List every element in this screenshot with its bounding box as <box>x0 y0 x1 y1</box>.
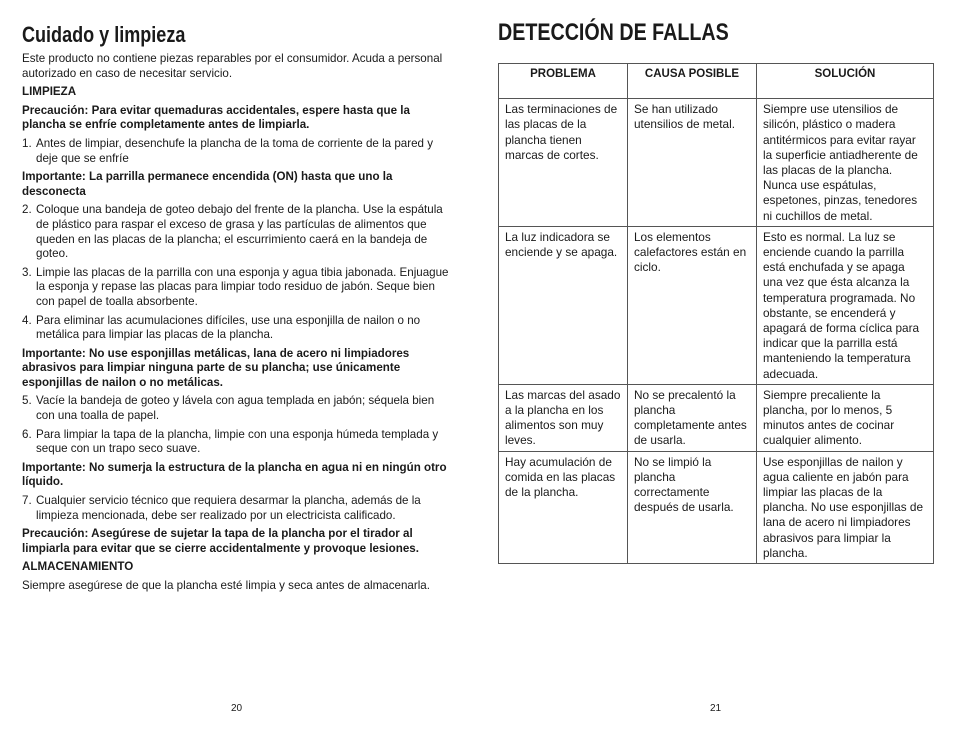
precaution-2: Precaución: Asegúrese de sujetar la tapa de la plancha por el tirador al limpiarla para evitar que se cierre accidentalmente y provoque lesiones. <box>22 527 419 555</box>
troubleshooting-table <box>498 63 934 564</box>
almacenamiento-heading: ALMACENAMIENTO <box>22 560 134 574</box>
header-causa: CAUSA POSIBLE <box>628 64 757 99</box>
important-3: Importante: No sumerja la estructura de la plancha en agua ni en ningún otro líquido. <box>22 460 447 489</box>
table-header-row <box>499 64 934 99</box>
cell-causa: Los elementos calefactores están en ciclo. <box>628 226 757 384</box>
cell-problema: Hay acumulación de comida en las placas de la plancha. <box>499 451 628 563</box>
cell-problema: La luz indicadora se enciende y se apaga. <box>499 226 628 384</box>
step-6-text: Para limpiar la tapa de la plancha, limpie con una esponja húmeda templada y seque con un trapo seco suave. <box>36 427 439 456</box>
cell-problema: Las marcas del asado a la plancha en los alimentos son muy leves. <box>499 384 628 451</box>
page-number-right: 21 <box>710 703 722 714</box>
table-row <box>499 384 934 451</box>
step-1-number: 1. <box>22 136 32 150</box>
header-solucion: SOLUCIÓN <box>757 64 934 99</box>
cell-causa: No se precalentó la plancha completamente antes de usarla. <box>628 384 757 451</box>
step-6-number: 6. <box>22 427 32 441</box>
step-6 <box>22 428 454 457</box>
step-7 <box>22 494 454 523</box>
step-5-number: 5. <box>22 394 32 408</box>
storage-paragraph: Siempre asegúrese de que la plancha esté limpia y seca antes de almacenarla. <box>22 579 430 592</box>
cell-solucion: Siempre use utensilios de silicón, plástico o madera antitérmicos para evitar rayar la superficie antiadherente de las placas de la plancha. Nunca use espátulas, espetones, pinzas, tenedores ni cuchillos de metal. <box>757 99 934 227</box>
step-3-text: Limpie las placas de la parrilla con una esponja y agua tibia jabonada. Enjuague la esponja y repase las placas para limpiar todo residuo de jabón. Seque bien con papel de toalla absorbente. <box>36 265 449 308</box>
important-1: Importante: La parrilla permanece encendida (ON) hasta que uno la desconecta <box>22 170 393 198</box>
step-1 <box>22 137 454 166</box>
table-row <box>499 226 934 384</box>
important-2: Importante: No use esponjillas metálicas, lana de acero ni limpiadores abrasivos para limpiar ninguna parte de su plancha; use únicamente esponjillas de nailon o no metálicas. <box>22 346 410 389</box>
intro-paragraph: Este producto no contiene piezas reparables por el consumidor. Acuda a personal autorizado en caso de necesitar servicio. <box>22 52 443 80</box>
step-1-text: Antes de limpiar, desenchufe la plancha de la toma de corriente de la pared y deje que se enfríe <box>36 136 434 165</box>
cell-problema: Las terminaciones de las placas de la plancha tienen marcas de cortes. <box>499 99 628 227</box>
step-3 <box>22 266 454 310</box>
step-2 <box>22 203 454 261</box>
cell-solucion: Esto es normal. La luz se enciende cuando la parrilla está enchufada y se apaga una vez que ésta alcanza la temperatura programada. No obstante, se encenderá y apagará de forma cíclica para indicar que la parrilla está manteniendo la temperatura adecuada. <box>757 226 934 384</box>
step-2-number: 2. <box>22 203 32 217</box>
cleaning-text <box>22 52 454 598</box>
step-4 <box>22 314 454 343</box>
header-problema: PROBLEMA <box>499 64 628 99</box>
step-2-text: Coloque una bandeja de goteo debajo del frente de la plancha. Use la espátula de plástico para raspar el exceso de grasa y las partículas de alimentos que queden en las placas de la plancha; el escurrimiento caerá en la bandeja de goteo. <box>36 203 443 261</box>
cell-solucion: Use esponjillas de nailon y agua caliente en jabón para limpiar las placas de la plancha. No use esponjillas de lana de acero ni limpiadores abrasivos para limpiar la plancha. <box>757 451 934 563</box>
page-title-cuidado: Cuidado y limpieza <box>22 22 186 47</box>
step-7-number: 7. <box>22 494 32 508</box>
step-3-number: 3. <box>22 265 32 279</box>
step-5-text: Vacíe la bandeja de goteo y lávela con agua templada en jabón; séquela bien con una toalla de papel. <box>36 394 435 423</box>
cell-causa: No se limpió la plancha correctamente después de usarla. <box>628 451 757 563</box>
precaution-1: Precaución: Para evitar quemaduras accidentales, espere hasta que la plancha se enfríe completamente antes de limpiarla. <box>22 103 410 132</box>
step-4-number: 4. <box>22 313 32 327</box>
cell-solucion: Siempre precaliente la plancha, por lo menos, 5 minutos antes de cocinar cualquier alimento. <box>757 384 934 451</box>
step-4-text: Para eliminar las acumulaciones difíciles, use una esponjilla de nailon o no metálica para limpiar las placas de la plancha. <box>36 313 421 342</box>
table-row <box>499 451 934 563</box>
step-7-text: Cualquier servicio técnico que requiera desarmar la plancha, además de la limpieza mencionada, debe ser realizado por un electricista calificado. <box>36 494 421 522</box>
limpieza-heading: LIMPIEZA <box>22 85 77 99</box>
page-title-deteccion: DETECCIÓN DE FALLAS <box>498 19 729 46</box>
cell-causa: Se han utilizado utensilios de metal. <box>628 99 757 227</box>
page-number-left: 20 <box>231 703 243 714</box>
table-row <box>499 99 934 227</box>
step-5 <box>22 394 454 423</box>
